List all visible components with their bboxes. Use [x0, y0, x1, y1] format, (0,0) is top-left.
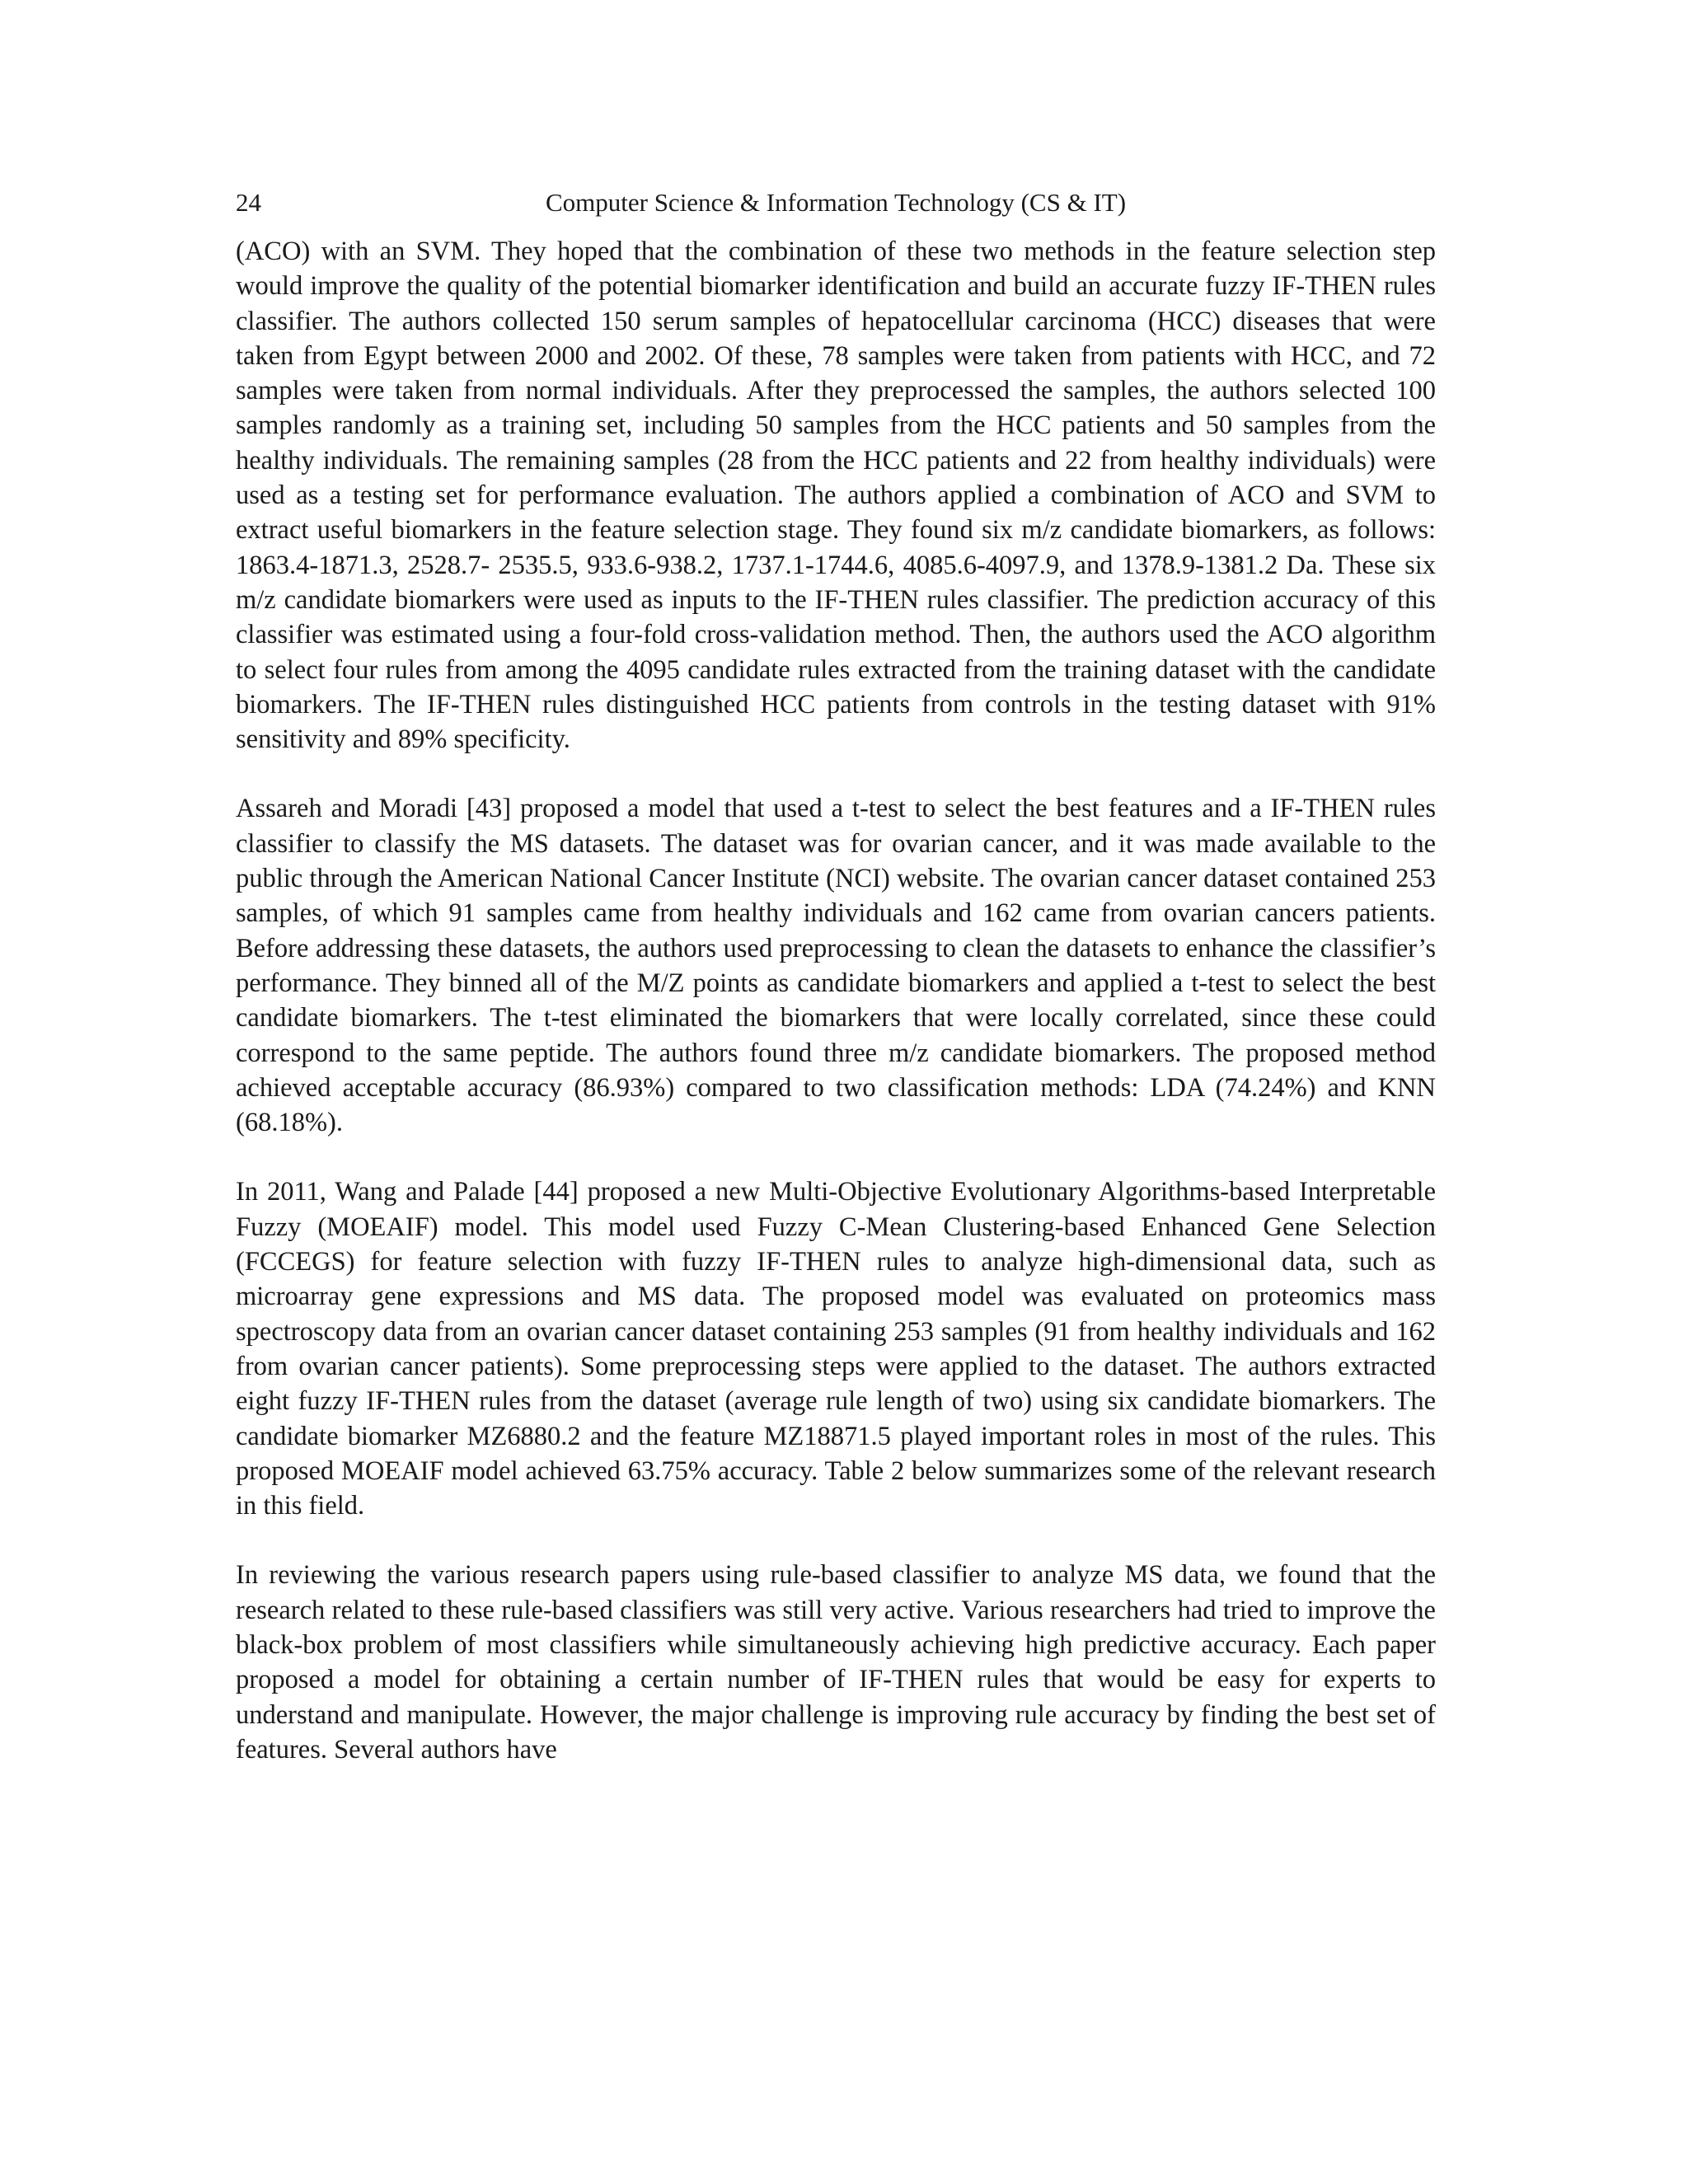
- body-text: [236, 234, 1436, 1767]
- paragraph-wang-palade: In 2011, Wang and Palade [44] proposed a new Multi-Objective Evolutionary Algorithms-based Interpretable Fuzzy (MOEAIF) model. This model used Fuzzy C-Mean Clustering-based Enhanced Gene Selection (FCCEGS) for feature selection with fuzzy IF-THEN rules to analyze high-dimensional data, such as microarray gene expressions and MS data. The proposed model was evaluated on proteomics mass spectroscopy data from an ovarian cancer dataset containing 253 samples (91 from healthy individuals and 162 from ovarian cancer patients). Some preprocessing steps were applied to the dataset. The authors extracted eight fuzzy IF-THEN rules from the dataset (average rule length of two) using six candidate biomarkers. The candidate biomarker MZ6880.2 and the feature MZ18871.5 played important roles in most of the rules. This proposed MOEAIF model achieved 63.75% accuracy. Table 2 below summarizes some of the relevant research in this field.: [236, 1177, 1436, 1521]
- paragraph-review-summary: In reviewing the various research papers using rule-based classifier to analyze MS data, we found that the research related to these rule-based classifiers was still very active. Various researchers had tried to improve the black-box problem of most classifiers while simultaneously achieving high predictive accuracy. Each paper proposed a model for obtaining a certain number of IF-THEN rules that would be easy for experts to understand and manipulate. However, the major challenge is improving rule accuracy by finding the best set of features. Several authors have: [236, 1560, 1436, 1765]
- running-header: [236, 185, 1436, 221]
- page-number: 24: [236, 188, 261, 217]
- journal-title: Computer Science & Information Technology (CS & IT): [545, 188, 1127, 217]
- paragraph-assareh-moradi: Assareh and Moradi [43] proposed a model that used a t-test to select the best features and a IF-THEN rules classifier to classify the MS datasets. The dataset was for ovarian cancer, and it was made available to the public through the American National Cancer Institute (NCI) website. The ovarian cancer dataset contained 253 samples, of which 91 samples came from healthy individuals and 162 came from ovarian cancers patients. Before addressing these datasets, the authors used preprocessing to clean the datasets to enhance the classifier’s performance. They binned all of the M/Z points as candidate biomarkers and applied a t-test to select the best candidate biomarkers. The t-test eliminated the biomarkers that were locally correlated, since these could correspond to the same peptide. The authors found three m/z candidate biomarkers. The proposed method achieved acceptable accuracy (86.93%) compared to two classification methods: LDA (74.24%) and KNN (68.18%).: [236, 794, 1436, 1138]
- paragraph-aco-svm-hcc: (ACO) with an SVM. They hoped that the combination of these two methods in the feature selection step would improve the quality of the potential biomarker identification and build an accurate fuzzy IF-THEN rules classifier. The authors collected 150 serum samples of hepatocellular carcinoma (HCC) diseases that were taken from Egypt between 2000 and 2002. Of these, 78 samples were taken from patients with HCC, and 72 samples were taken from normal individuals. After they preprocessed the samples, the authors selected 100 samples randomly as a training set, including 50 samples from the HCC patients and 50 samples from the healthy individuals. The remaining samples (28 from the HCC patients and 22 from healthy individuals) were used as a testing set for performance evaluation. The authors applied a combination of ACO and SVM to extract useful biomarkers in the feature selection stage. They found six m/z candidate biomarkers, as follows: 1863.4-1871.3, 2528.7- 2535.5, 933.6-938.2, 1737.1-1744.6, 4085.6-4097.9, and 1378.9-1381.2 Da. These six m/z candidate biomarkers were used as inputs to the IF-THEN rules classifier. The prediction accuracy of this classifier was estimated using a four-fold cross-validation method. Then, the authors used the ACO algorithm to select four rules from among the 4095 candidate rules extracted from the training dataset with the candidate biomarkers. The IF-THEN rules distinguished HCC patients from controls in the testing dataset with 91% sensitivity and 89% specificity.: [236, 237, 1436, 755]
